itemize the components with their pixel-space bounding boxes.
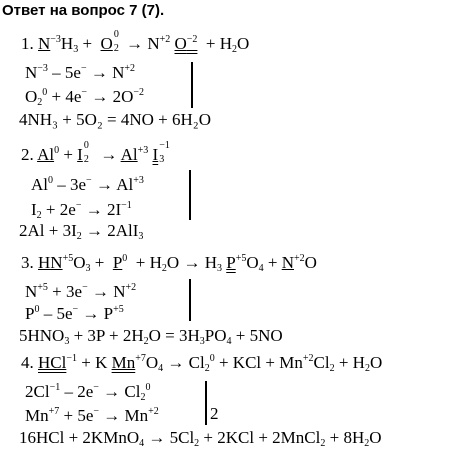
section-number: 2. <box>21 145 34 164</box>
half-reaction: $2Cl^{-1} - 2e^- \to Cl_2^0$ <box>25 382 151 403</box>
divider-bar <box>189 279 191 321</box>
half-reaction: $Mn^{+7} + 5e^- \to Mn^{+2}$ <box>25 406 159 425</box>
equation-4: 4. HCl$^{-1}$ + K $Mn^{+7}O_4 \to Cl_2^0$ + KCl + $Mn^{+2}Cl_2 + H_2O$ <box>21 353 383 374</box>
half-reaction: $I_2 + 2e^- \to 2I^{-1}$ <box>31 200 132 221</box>
half-reaction: $N^{-3} - 5e^- \to N^{+2}$ <box>25 63 136 82</box>
equation-1: 1. $N^{-3}H_3 + O$ 0 2 → $N^{+2}$ $O^{-2} + H_2O$ <box>21 29 250 55</box>
section-number: 3. <box>21 253 34 272</box>
divider-bar <box>205 381 207 425</box>
balanced-equation: 4NH₃ + 5O₂ = 4NO + 6H₂O <box>19 110 211 129</box>
balanced-equation: 16HCl + 2KMnO$_4$ → $5Cl_2 + 2KCl$ + 2MnCl$_2$ + $8H_2O$ <box>19 428 382 449</box>
divider-bar <box>189 170 191 220</box>
half-reaction: $Al^0 - 3e^- \to Al^{+3}$ <box>31 175 144 194</box>
section-number: 4. <box>21 353 34 372</box>
half-reaction: $P^0 - 5e^- \to P^{+5}$ <box>25 304 124 323</box>
balanced-equation: $5HNO_3 + 3P + 2H_2O = 3H_3PO_4 + 5NO$ <box>19 326 283 347</box>
half-reaction: $O_2^0 + 4e^- \to 2O^{-2}$ <box>25 87 144 108</box>
equation-3: 3. $HN^{+5}O_3 + P^0 + H_2O \to H_3$ $P^{+5}O_4 + N^{+2}O$ <box>21 253 317 274</box>
section-number: 1. <box>21 34 34 53</box>
multiplier: 2 <box>210 404 219 423</box>
equation-2: 2. $Al^0 + I$ 0 2 → $Al^{+3}$ I −1 3 <box>21 140 170 165</box>
page-title: Ответ на вопрос 7 (7). <box>2 2 165 19</box>
half-reaction: $N^{+5} + 3e^- \to N^{+2}$ <box>25 282 137 301</box>
balanced-equation: $2Al + 3I_2 \to 2AlI_3$ <box>19 221 144 242</box>
divider-bar <box>191 62 193 108</box>
